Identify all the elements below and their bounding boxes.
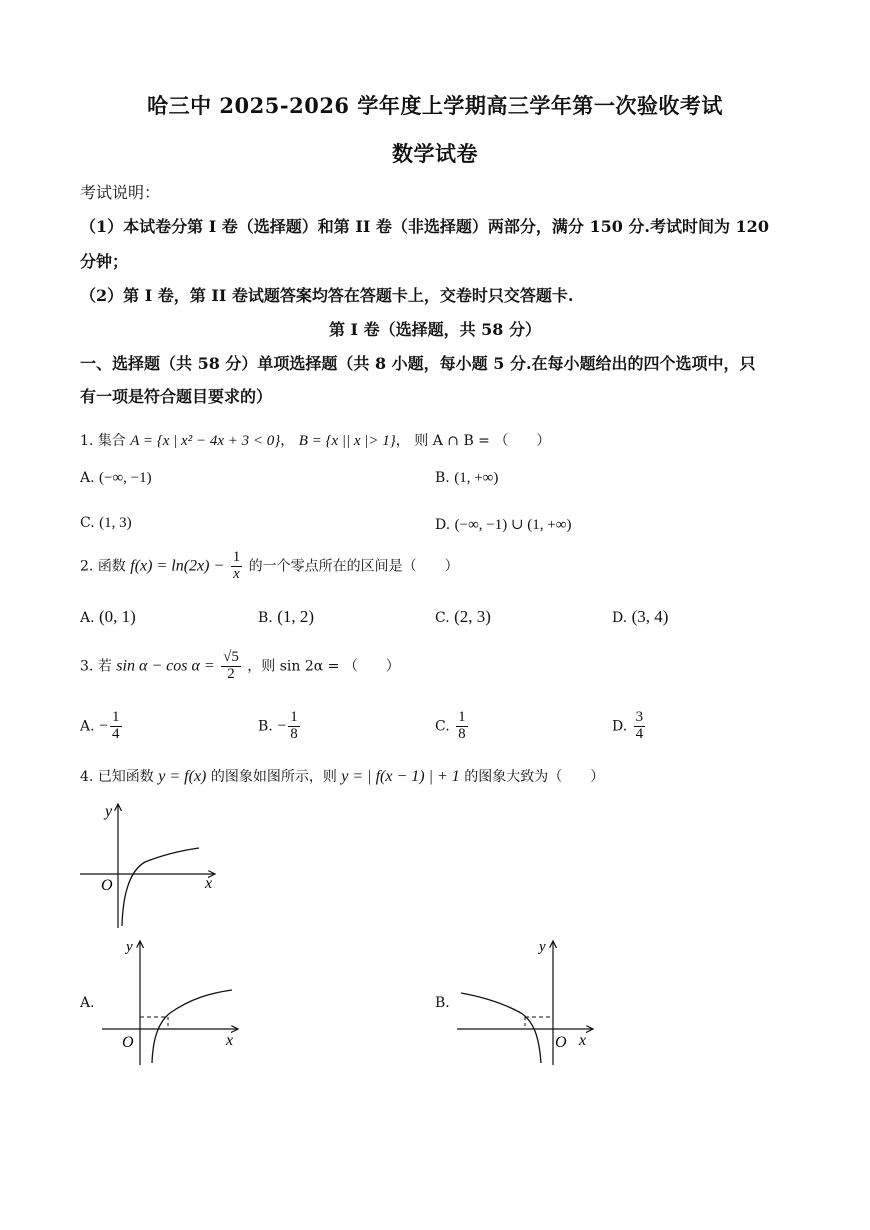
instruction-1-line-1: （1）本试卷分第 I 卷（选择题）和第 II 卷（非选择题）两部分，满分 150 分.考试时间为 120 bbox=[80, 217, 769, 236]
q4-option-b-graph[interactable] bbox=[455, 935, 605, 1070]
y-axis-label: y bbox=[105, 803, 113, 820]
y-axis-label: y bbox=[126, 939, 133, 955]
q3-option-a[interactable]: A. − $\frac{1}{4}$ bbox=[80, 709, 120, 742]
q1-option-a[interactable]: A. (−∞, −1) bbox=[80, 470, 152, 486]
origin-label: O bbox=[101, 877, 113, 894]
q2-option-d[interactable]: D. (3, 4) bbox=[612, 607, 669, 626]
origin-label: O bbox=[555, 1034, 567, 1051]
function-transformed: y = | f(x − 1) | + 1 bbox=[341, 768, 460, 785]
instructions-heading: 考试说明： bbox=[80, 183, 161, 202]
q2-option-b[interactable]: B. (1, 2) bbox=[258, 607, 315, 626]
q4-option-b-label[interactable]: B. bbox=[435, 995, 450, 1011]
question-4: 4. 已知函数 y = f(x) 的图象如图所示，则 y = | f(x − 1) | + 1 的图象大致为（ ） bbox=[80, 768, 605, 785]
q4-reference-graph bbox=[75, 798, 225, 930]
q3-option-d[interactable]: D. $\frac{3}{4}$ bbox=[612, 709, 644, 742]
fraction: $\frac{√5}{2}$ bbox=[223, 649, 239, 682]
origin-label: O bbox=[122, 1034, 134, 1051]
exam-subtitle: 数学试卷 bbox=[392, 141, 478, 166]
q1-option-d[interactable]: D. (−∞, −1) ∪ (1, +∞) bbox=[435, 517, 572, 533]
question-3 bbox=[80, 650, 400, 683]
exam-title: 哈三中 2025-2026 学年度上学期高三学年第一次验收考试 bbox=[147, 93, 723, 118]
set-b: B = {x || x |> 1} bbox=[298, 433, 396, 449]
curve bbox=[152, 990, 232, 1063]
question-number: 2. bbox=[80, 558, 94, 575]
q2-option-c[interactable]: C. (2, 3) bbox=[435, 607, 491, 626]
set-a: A = {x | x² − 4x + 3 < 0} bbox=[130, 433, 281, 449]
q2-option-a[interactable]: A. (0, 1) bbox=[80, 607, 136, 626]
instruction-1-line-2: 分钟； bbox=[80, 252, 129, 271]
q4-option-a-graph[interactable] bbox=[98, 935, 248, 1070]
function-y: y = f(x) bbox=[158, 768, 207, 785]
trig-expression: sin α − cos α = bbox=[116, 657, 215, 675]
question-lead: 集合 bbox=[97, 433, 126, 449]
fraction: $\frac{1}{x}$ bbox=[232, 549, 241, 582]
curve bbox=[461, 993, 541, 1063]
question-tail: ，则 sin 2α = （ ） bbox=[247, 658, 400, 675]
q3-option-c[interactable]: C. $\frac{1}{8}$ bbox=[435, 709, 466, 742]
section-heading-line-2: 有一项是符合题目要求的） bbox=[80, 387, 273, 406]
instruction-2: （2）第 I 卷，第 II 卷试题答案均答在答题卡上，交卷时只交答题卡. bbox=[80, 286, 574, 305]
question-number: 1. bbox=[80, 433, 94, 449]
question-number: 3. bbox=[80, 658, 94, 675]
log-curve bbox=[122, 848, 199, 926]
q3-option-b[interactable]: B. − $\frac{1}{8}$ bbox=[258, 709, 298, 742]
question-lead: 若 bbox=[97, 658, 112, 675]
q1-option-b[interactable]: B. (1, +∞) bbox=[435, 470, 499, 486]
q4-option-a-label[interactable]: A. bbox=[80, 995, 95, 1011]
function-expression: f(x) = ln(2x) − bbox=[130, 557, 225, 575]
x-axis-label: x bbox=[579, 1032, 587, 1049]
question-2 bbox=[80, 550, 459, 583]
x-axis-label: x bbox=[226, 1032, 234, 1049]
question-1: 1. 集合 A = {x | x² − 4x + 3 < 0}， B = {x || x |> 1}， 则 A ∩ B = （ ） bbox=[80, 433, 551, 449]
part-title: 第 I 卷（选择题，共 58 分） bbox=[328, 320, 542, 339]
question-lead: 函数 bbox=[97, 558, 126, 575]
y-axis-label: y bbox=[539, 939, 546, 955]
section-heading-line-1: 一、选择题（共 58 分）单项选择题（共 8 小题，每小题 5 分.在每小题给出的四个选项中，只 bbox=[80, 354, 756, 373]
question-tail: 则 A ∩ B = （ ） bbox=[414, 433, 551, 449]
question-tail: 的一个零点所在的区间是（ ） bbox=[248, 558, 459, 575]
x-axis-label: x bbox=[205, 875, 213, 892]
question-number: 4. bbox=[80, 769, 94, 785]
q1-option-c[interactable]: C. (1, 3) bbox=[80, 515, 132, 531]
